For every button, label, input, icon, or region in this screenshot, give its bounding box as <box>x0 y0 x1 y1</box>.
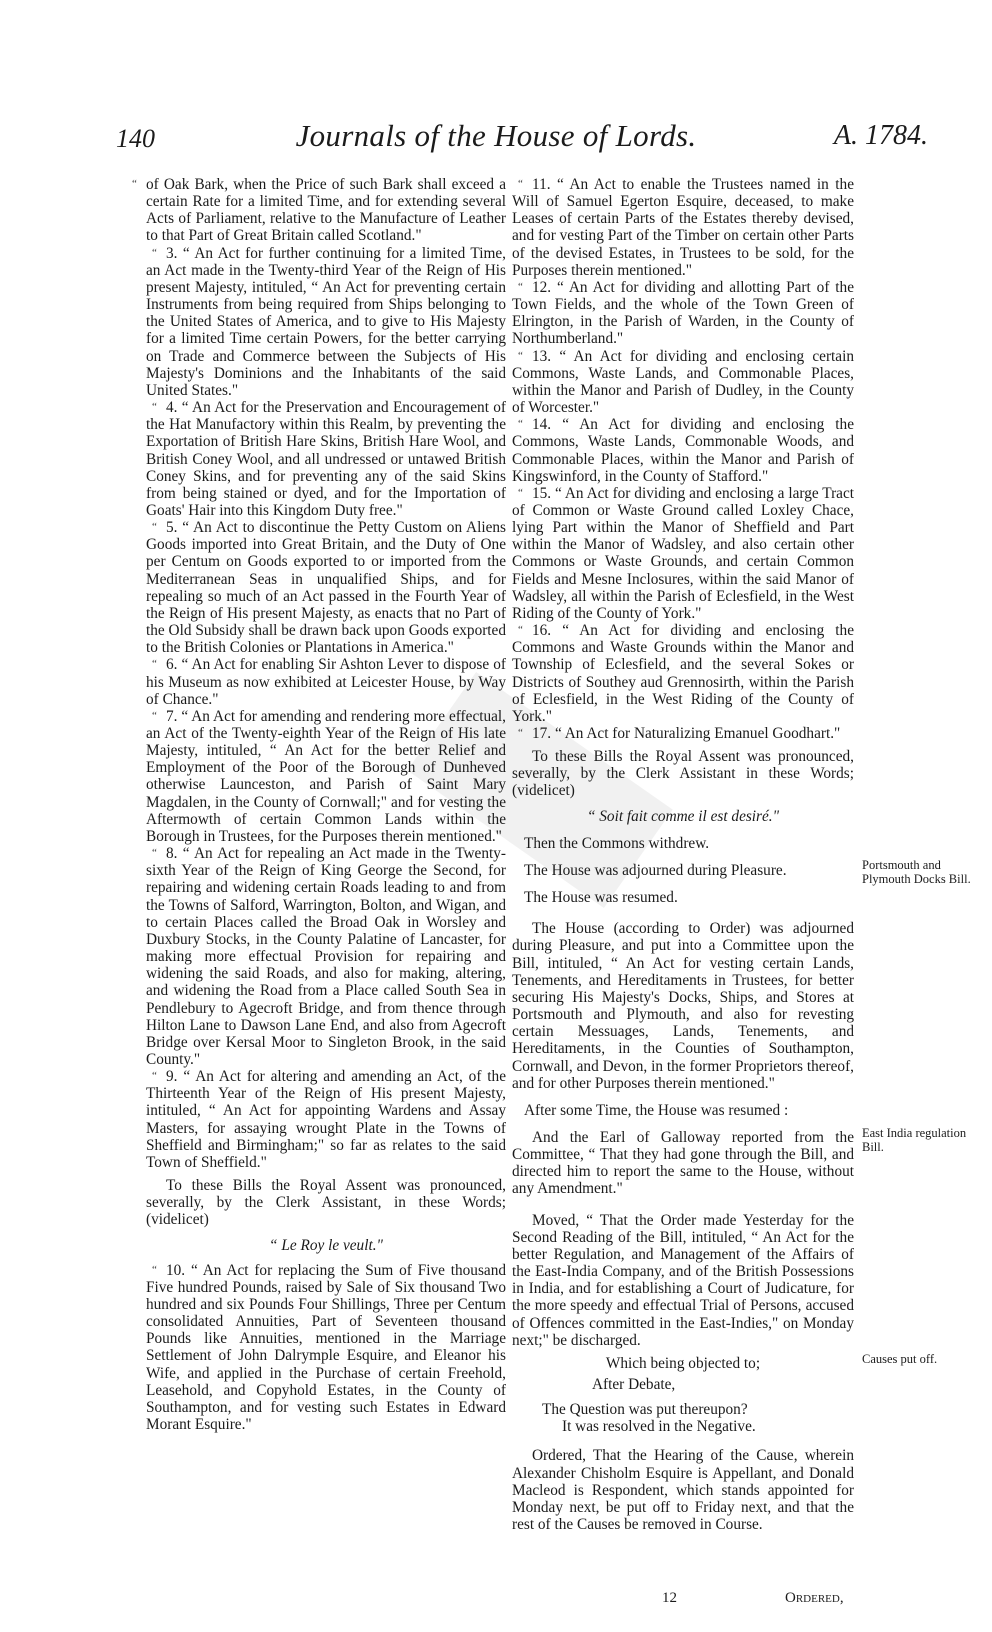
page-header <box>0 118 992 168</box>
act-paragraph: “ 7. “ An Act for amending and rendering more effectual, an Act of the Twenty-eighth Year of the Reign of His late Majesty, intituled, “ An Act for the better Relief and Employment of the Poor of the Borough of Dunheved otherwise Launceston, and Parish of Saint Mary Magdalen, in the County of Cornwall;" and for vesting the Aftermowth of certain Common Lands within the Borough in Trustees, for the Purposes therein mentioned." <box>146 708 506 845</box>
moved-paragraph: Moved, “ That the Order made Yesterday for the Second Reading of the Bill, intituled, “ An Act for the better Regulation, and Management of the Affairs of the East-India Company, and of the British Possessions in India, and for establishing a Court of Judicature, for the more speedy and effectual Trial of Persons, accused of Offences committed in the East-Indies," on Monday next;" be discharged. <box>512 1211 854 1349</box>
page-number: 140 <box>116 124 155 153</box>
act-paragraph: “ 13. “ An Act for dividing and enclosing certain Commons, Waste Lands, and Commonable Places, within the Manor and Parish of Dudley, in the County of Worcester." <box>512 348 854 417</box>
objected-line: Which being objected to; <box>605 1354 761 1372</box>
royal-assent-motto: “ Le Roy le veult." <box>269 1236 383 1254</box>
proceeding-line: Then the Commons withdrew. <box>524 834 710 852</box>
portsmouth-paragraph: The House (according to Order) was adjourned during Pleasure, and put into a Committee upon the Bill, intituled, “ An Act for vesting certain Lands, Tenements, and Hereditaments in Trustees, for better securing His Majesty's Docks, Ships, and Stores at Portsmouth and Plymouth, and also for revesting certain Messuages, Lands, Tenements, and Hereditaments, in the Counties of Southampton, Cornwall, and Devon, in the former Proprietors thereof, and for other Purposes therein mentioned." <box>512 920 854 1092</box>
signature-mark: 12 <box>662 1590 677 1606</box>
act-paragraph: “ 9. “ An Act for altering and amending an Act, of the Thirteenth Year of the Reign of His present Majesty, intituled, “ An Act for appointing Wardens and Assay Masters, for assaying wrought Plate in the Towns of Sheffield and Birmingham;" so far as relates to the said Town of Sheffield." <box>146 1068 506 1171</box>
right-column <box>512 176 854 1533</box>
royal-assent-motto: “ Soit fait comme il est desiré." <box>586 807 780 825</box>
left-column <box>146 176 506 1433</box>
question-line: The Question was put thereupon? <box>542 1401 748 1419</box>
galloway-paragraph: And the Earl of Galloway reported from the Committee, “ That they had gone through the Bill, and directed him to report the same to the House, without any Amendment." <box>512 1128 854 1198</box>
act-paragraph: “ 10. “ An Act for replacing the Sum of Five thousand Five hundred Pounds, raised by Sale of Six thousand Two hundred and six Pounds Four Shillings, Three per Centum consolidated Annuities, Part of Seventeen thousand Pounds like Annuities, mentioned in the Marriage Settlement of John Dalrymple Esquire, and Eleanor his Wife, and applied in the Purchase of certain Freehold, Leasehold, and Copyhold Estates, in the County of Southampton, and for vesting such Estates in Edward Morant Esquire." <box>146 1262 506 1434</box>
act-paragraph: “ 3. “ An Act for further continuing for a limited Time, an Act made in the Twenty-third Year of the Reign of His present Majesty, intituled, “ An Act for preventing certain Instruments from being required from Ships belonging to the United States of America, and to give to His Majesty for a limited Time certain Powers, for the better carrying on Trade and Commerce between the Subjects of His Majesty's Dominions and the Inhabitants of the said United States." <box>146 245 506 399</box>
act-paragraph: “ 4. “ An Act for the Preservation and Encouragement of the Hat Manufactory within this Realm, by preventing the Exportation of British Hare Skins, British Hare Wool, and British Coney Wool, and all undressed or untawed British Coney Skins, and for preventing any of the said Skins from being stained or dyed, and for the Importation of Goats' Hair into this Kingdom Duty free." <box>146 399 506 519</box>
catchword: Ordered, <box>785 1590 844 1606</box>
margin-note-causes: Causes put off. <box>862 1352 938 1366</box>
ordered-paragraph: Ordered, That the Hearing of the Cause, wherein Alexander Chisholm Esquire is Appellant, and Donald Macleod is Respondent, which stands appointed for Monday next, be put off to Friday next, and that the rest of the Causes be removed in Course. <box>512 1447 854 1534</box>
act-paragraph: “ 5. “ An Act to discontinue the Petty Custom on Aliens Goods imported into Great Britain, and the Duty of One per Centum on Goods exported to or imported from the Mediterranean Seas in unqualified Ships, and for repealing so much of an Act passed in the Fourth Year of the Reign of His present Majesty, as enacts that no Part of the Old Subsidy shall be drawn back upon Goods exported to the British Colonies or Plantations in America." <box>146 519 506 656</box>
act-paragraph: “ 16. “ An Act for dividing and enclosing the Commons and Waste Grounds within the Manor and Township of Eclesfield, and the several Sokes or Districts of Southey aud Grennosirth, within the Parish of Eclesfield, in the West Riding of the County of York." <box>512 622 854 725</box>
after-debate-line: After Debate, <box>592 1376 676 1393</box>
running-title: Journals of the House of Lords. <box>295 118 697 153</box>
proceeding-line: The House was adjourned during Pleasure. <box>524 861 787 879</box>
resolved-line: It was resolved in the Negative. <box>562 1418 756 1436</box>
margin-note-portsmouth: Portsmouth and Plymouth Docks Bill. <box>862 858 971 886</box>
act-paragraph: “ 17. “ An Act for Naturalizing Emanuel Goodhart." <box>512 725 854 742</box>
royal-assent-text: To these Bills the Royal Assent was pronounced, severally, by the Clerk Assistant, in these Words; (videlicet) <box>146 1177 506 1229</box>
act-paragraph: “ 14. “ An Act for dividing and enclosing the Commons, Waste Lands, Commonable Woods, and Commonable Places, within the Manor and Parish of Kingswinford, in the County of Stafford." <box>512 416 854 485</box>
proceeding-line: After some Time, the House was resumed : <box>524 1101 789 1119</box>
act-paragraph: “ 8. “ An Act for repealing an Act made in the Twenty-sixth Year of the Reign of King George the Second, for repairing and widening certain Roads leading to and from the Towns of Salford, Warrington, Bolton, and Wigan, and to certain Places called the Broad Oak in Worsley and Duxbury Stocks, in the County Palatine of Lancaster, for making more effectual Provision for repairing and widening the said Roads, and also for making, altering, and widening the Road from a Place called South Sea in Pendlebury to Agecroft Bridge, and from thence through Hilton Lane to Dawson Lane End, and also from Agecroft Bridge over Kersal Moor to Singleton Brook, in the said County." <box>146 845 506 1068</box>
act-paragraph: “ 11. “ An Act to enable the Trustees named in the Will of Samuel Egerton Esquire, deceased, to make Leases of certain Parts of the Estates thereby devised, and for vesting Part of the Timber on certain other Parts of the devised Estates, in Trustees to be sold, for the Purposes therein mentioned." <box>512 176 854 279</box>
act-paragraph: “ 6. “ An Act for enabling Sir Ashton Lever to dispose of his Museum as now exhibited at Leicester House, by Way of Chance." <box>146 656 506 707</box>
act-paragraph: “ 12. “ An Act for dividing and allotting Part of the Town Fields, and the whole of the Town Green of Elrington, in the Parish of Warden, in the County of Northumberland." <box>512 279 854 348</box>
royal-assent-text: To these Bills the Royal Assent was pronounced, severally, by the Clerk Assistant in these Words; (videlicet) <box>512 748 854 800</box>
act-paragraph: “ of Oak Bark, when the Price of such Bark shall exceed a certain Rate for a limited Time, and for extending several Acts of Parliament, relative to the Manufacture of Leather to that Part of Great Britain called Scotland." <box>146 176 506 245</box>
margin-note-east-india: East India regulation Bill. <box>862 1126 967 1154</box>
act-paragraph: “ 15. “ An Act for dividing and enclosing a large Tract of Common or Waste Ground called Loxley Chace, lying Part within the Manor of Sheffield and Part within the Manor of Wadsley, and also certain other Commons or Waste Grounds, and certain Common Fields and Mesne Inclosures, within the said Manor of Wadsley, all within the Parish of Eclesfield, in the West Riding of the County of York." <box>512 485 854 622</box>
proceeding-line: The House was resumed. <box>524 889 678 907</box>
year: A. 1784. <box>833 120 928 151</box>
